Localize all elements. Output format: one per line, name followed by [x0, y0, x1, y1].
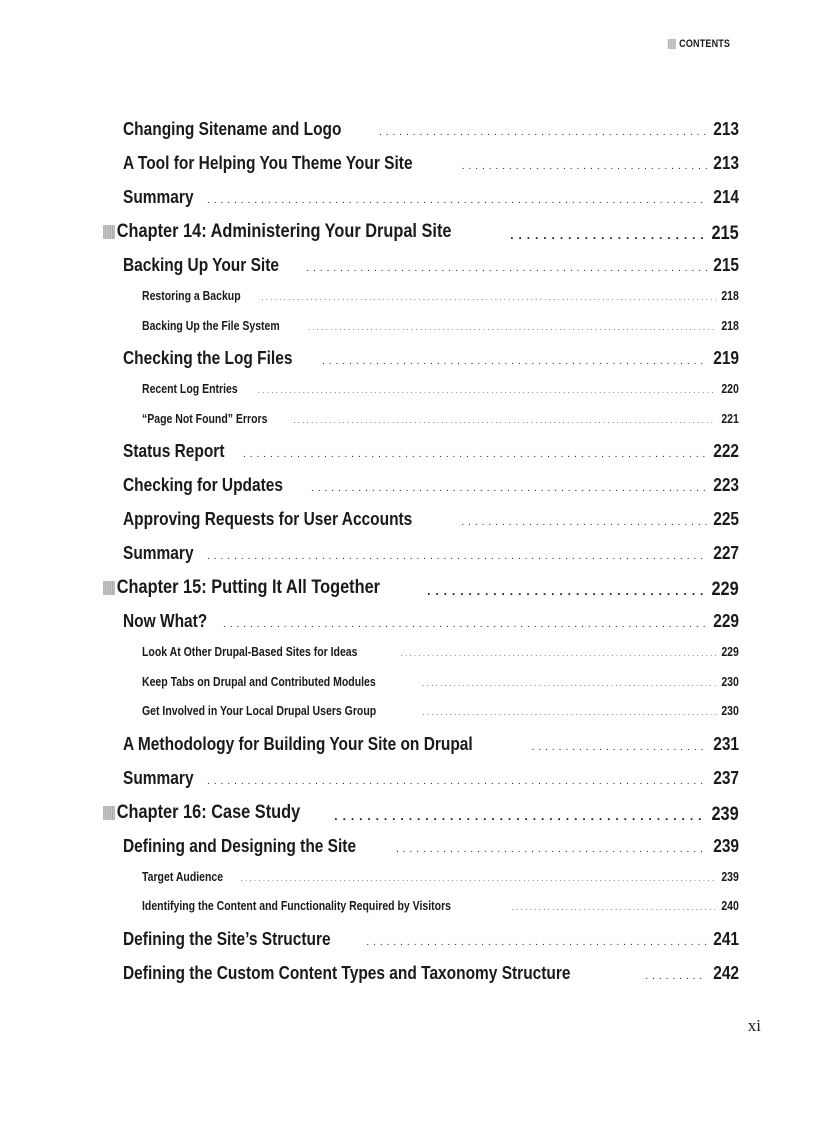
toc-entry-page: 227	[713, 543, 739, 563]
toc-entry[interactable]	[123, 929, 739, 963]
toc-entry-title	[123, 768, 194, 789]
toc-entry[interactable]	[123, 382, 739, 412]
toc-entry-title-text: Summary	[123, 767, 194, 788]
toc-entry-title	[103, 577, 380, 599]
toc-entry-title	[123, 119, 341, 140]
toc-entry[interactable]	[123, 348, 739, 382]
toc-entry-title	[142, 899, 451, 913]
toc-entry[interactable]	[123, 543, 739, 577]
toc-entry-page: 240	[721, 899, 739, 913]
toc-entry-title	[123, 836, 356, 857]
toc-entry[interactable]	[123, 255, 739, 289]
dot-leader	[532, 742, 707, 753]
toc-entry[interactable]	[123, 870, 739, 900]
chapter-marker-icon	[103, 581, 115, 595]
toc-entry[interactable]	[123, 475, 739, 509]
toc-entry-page: 231	[713, 733, 739, 754]
toc-entry-page: 241	[713, 928, 739, 949]
toc-entry-title	[142, 289, 241, 303]
toc-entry-page: 219	[713, 348, 739, 368]
toc-entry-title-text: Chapter 15: Putting It All Together	[116, 577, 381, 598]
toc-entry[interactable]	[123, 704, 739, 734]
toc-entry-title-text: Checking the Log Files	[123, 348, 293, 368]
running-head	[668, 38, 730, 50]
toc-entry-title-text: Backing Up Your Site	[123, 255, 279, 275]
chapter-marker-icon	[103, 225, 115, 239]
dot-leader	[510, 228, 705, 242]
toc-entry-page: 223	[713, 475, 739, 495]
toc-entry[interactable]	[123, 963, 739, 997]
toc-entry[interactable]	[123, 836, 739, 870]
toc-entry-title-text: Look At Other Drupal-Based Sites for Ideas	[142, 645, 358, 659]
toc-entry-page: 242	[713, 962, 739, 983]
toc-entry[interactable]	[123, 734, 739, 768]
section-marker-icon	[668, 39, 676, 49]
toc-entry-title	[123, 441, 224, 462]
toc-entry-page: 230	[721, 674, 739, 689]
toc-entry-title-text: Summary	[123, 187, 194, 207]
toc-entry-title-text: Chapter 14: Administering Your Drupal Site	[116, 221, 452, 242]
dot-leader	[322, 356, 707, 367]
toc-entry-title	[123, 734, 473, 755]
dot-leader	[461, 517, 707, 528]
toc-entry-page: 229	[711, 579, 739, 600]
table-of-contents	[116, 119, 739, 997]
toc-entry-title-text: Approving Requests for User Accounts	[123, 509, 413, 529]
toc-entry-page: 239	[713, 835, 739, 856]
toc-entry[interactable]	[123, 509, 739, 543]
toc-entry-title-text: Chapter 16: Case Study	[116, 801, 301, 823]
dot-leader	[308, 325, 716, 332]
toc-entry-title	[123, 255, 279, 276]
toc-entry-title	[142, 412, 267, 426]
toc-chapter-entry[interactable]	[103, 221, 739, 255]
toc-entry-page: 222	[713, 441, 739, 461]
toc-entry-title	[123, 348, 292, 369]
dot-leader	[306, 263, 707, 274]
toc-entry-title-text: Defining the Site’s Structure	[123, 928, 331, 949]
toc-entry-title-text: Defining the Custom Content Types and Taxonomy Structure	[123, 962, 571, 983]
toc-entry-title	[142, 319, 280, 333]
toc-entry[interactable]	[123, 645, 739, 675]
toc-entry-title-text: Recent Log Entries	[142, 382, 238, 396]
toc-entry-title-text: Identifying the Content and Functionality Required by Visitors	[142, 899, 452, 913]
dot-leader	[207, 195, 707, 206]
toc-entry-title-text: Checking for Updates	[123, 475, 283, 495]
toc-entry-title	[123, 611, 207, 632]
toc-chapter-entry[interactable]	[103, 577, 739, 611]
toc-entry-page: 230	[721, 704, 739, 718]
toc-entry[interactable]	[123, 319, 739, 349]
dot-leader	[261, 295, 716, 302]
page-number: xi	[747, 1016, 761, 1035]
chapter-marker-icon	[103, 806, 115, 820]
dot-leader	[396, 844, 707, 855]
toc-entry-title	[103, 221, 451, 243]
toc-entry-page: 229	[721, 645, 739, 659]
toc-entry-page: 221	[721, 411, 739, 426]
toc-entry[interactable]	[123, 119, 739, 153]
toc-entry-page: 215	[713, 255, 739, 275]
toc-entry-title-text: Summary	[123, 543, 194, 563]
dot-leader	[462, 161, 707, 172]
dot-leader	[223, 619, 707, 630]
toc-entry-title	[123, 963, 571, 984]
dot-leader	[207, 551, 707, 562]
dot-leader	[334, 809, 705, 823]
toc-entry-title-text: Backing Up the File System	[142, 318, 280, 333]
toc-entry[interactable]	[123, 768, 739, 802]
toc-entry-page: 213	[713, 119, 739, 139]
toc-entry-title	[142, 870, 223, 884]
toc-entry-title	[123, 475, 283, 496]
toc-entry-title-text: “Page Not Found” Errors	[142, 411, 268, 426]
dot-leader	[379, 127, 707, 138]
toc-entry-title	[123, 187, 194, 208]
dot-leader	[207, 776, 707, 787]
toc-entry-title-text: Now What?	[123, 611, 208, 631]
toc-entry-page: 220	[721, 382, 739, 396]
toc-entry[interactable]	[123, 153, 739, 187]
dot-leader	[243, 449, 707, 460]
dot-leader	[366, 937, 707, 948]
toc-entry[interactable]	[123, 412, 739, 442]
toc-entry-page: 213	[713, 153, 739, 173]
toc-entry-title	[142, 704, 376, 718]
toc-entry-title-text: A Tool for Helping You Theme Your Site	[123, 153, 413, 173]
toc-entry-title-text: Restoring a Backup	[142, 289, 241, 303]
dot-leader	[401, 651, 717, 658]
toc-entry-page: 239	[721, 869, 739, 884]
toc-chapter-entry[interactable]	[103, 802, 739, 836]
dot-leader	[645, 971, 707, 982]
toc-entry[interactable]	[123, 899, 739, 929]
dot-leader	[423, 710, 716, 717]
toc-entry-title	[123, 509, 412, 530]
dot-leader	[241, 876, 717, 883]
toc-entry-page: 229	[713, 611, 739, 631]
toc-entry-title	[142, 382, 238, 396]
toc-entry-title-text: Defining and Designing the Site	[123, 835, 357, 856]
dot-leader	[258, 388, 716, 395]
dot-leader	[512, 905, 716, 912]
dot-leader	[293, 418, 716, 425]
dot-leader	[427, 584, 705, 598]
toc-entry-page: 218	[721, 289, 739, 303]
toc-entry[interactable]	[123, 441, 739, 475]
toc-entry-title	[142, 675, 376, 689]
toc-entry[interactable]	[123, 187, 739, 221]
toc-entry-page: 214	[713, 187, 739, 207]
dot-leader	[422, 681, 716, 688]
toc-entry-title-text: Status Report	[123, 441, 225, 461]
toc-entry-title	[103, 802, 300, 824]
toc-entry-page: 215	[711, 223, 739, 244]
toc-entry-title	[123, 929, 331, 950]
toc-entry[interactable]	[123, 289, 739, 319]
toc-entry[interactable]	[123, 675, 739, 705]
toc-entry-page: 239	[711, 803, 739, 825]
toc-entry-title-text: Target Audience	[142, 869, 224, 884]
toc-entry-page: 218	[721, 318, 739, 333]
toc-entry-title-text: Get Involved in Your Local Drupal Users Group	[142, 704, 377, 718]
toc-entry-title	[142, 645, 357, 659]
toc-entry-page: 237	[713, 767, 739, 788]
toc-entry-title	[123, 153, 413, 174]
toc-entry-title	[123, 543, 194, 564]
toc-entry-title-text: A Methodology for Building Your Site on Drupal	[123, 733, 473, 754]
toc-entry-title-text: Changing Sitename and Logo	[123, 119, 342, 139]
dot-leader	[311, 483, 707, 494]
toc-entry-page: 225	[713, 509, 739, 529]
toc-entry-title-text: Keep Tabs on Drupal and Contributed Modules	[142, 674, 376, 689]
toc-entry[interactable]	[123, 611, 739, 645]
running-head-label: CONTENTS	[679, 38, 730, 50]
